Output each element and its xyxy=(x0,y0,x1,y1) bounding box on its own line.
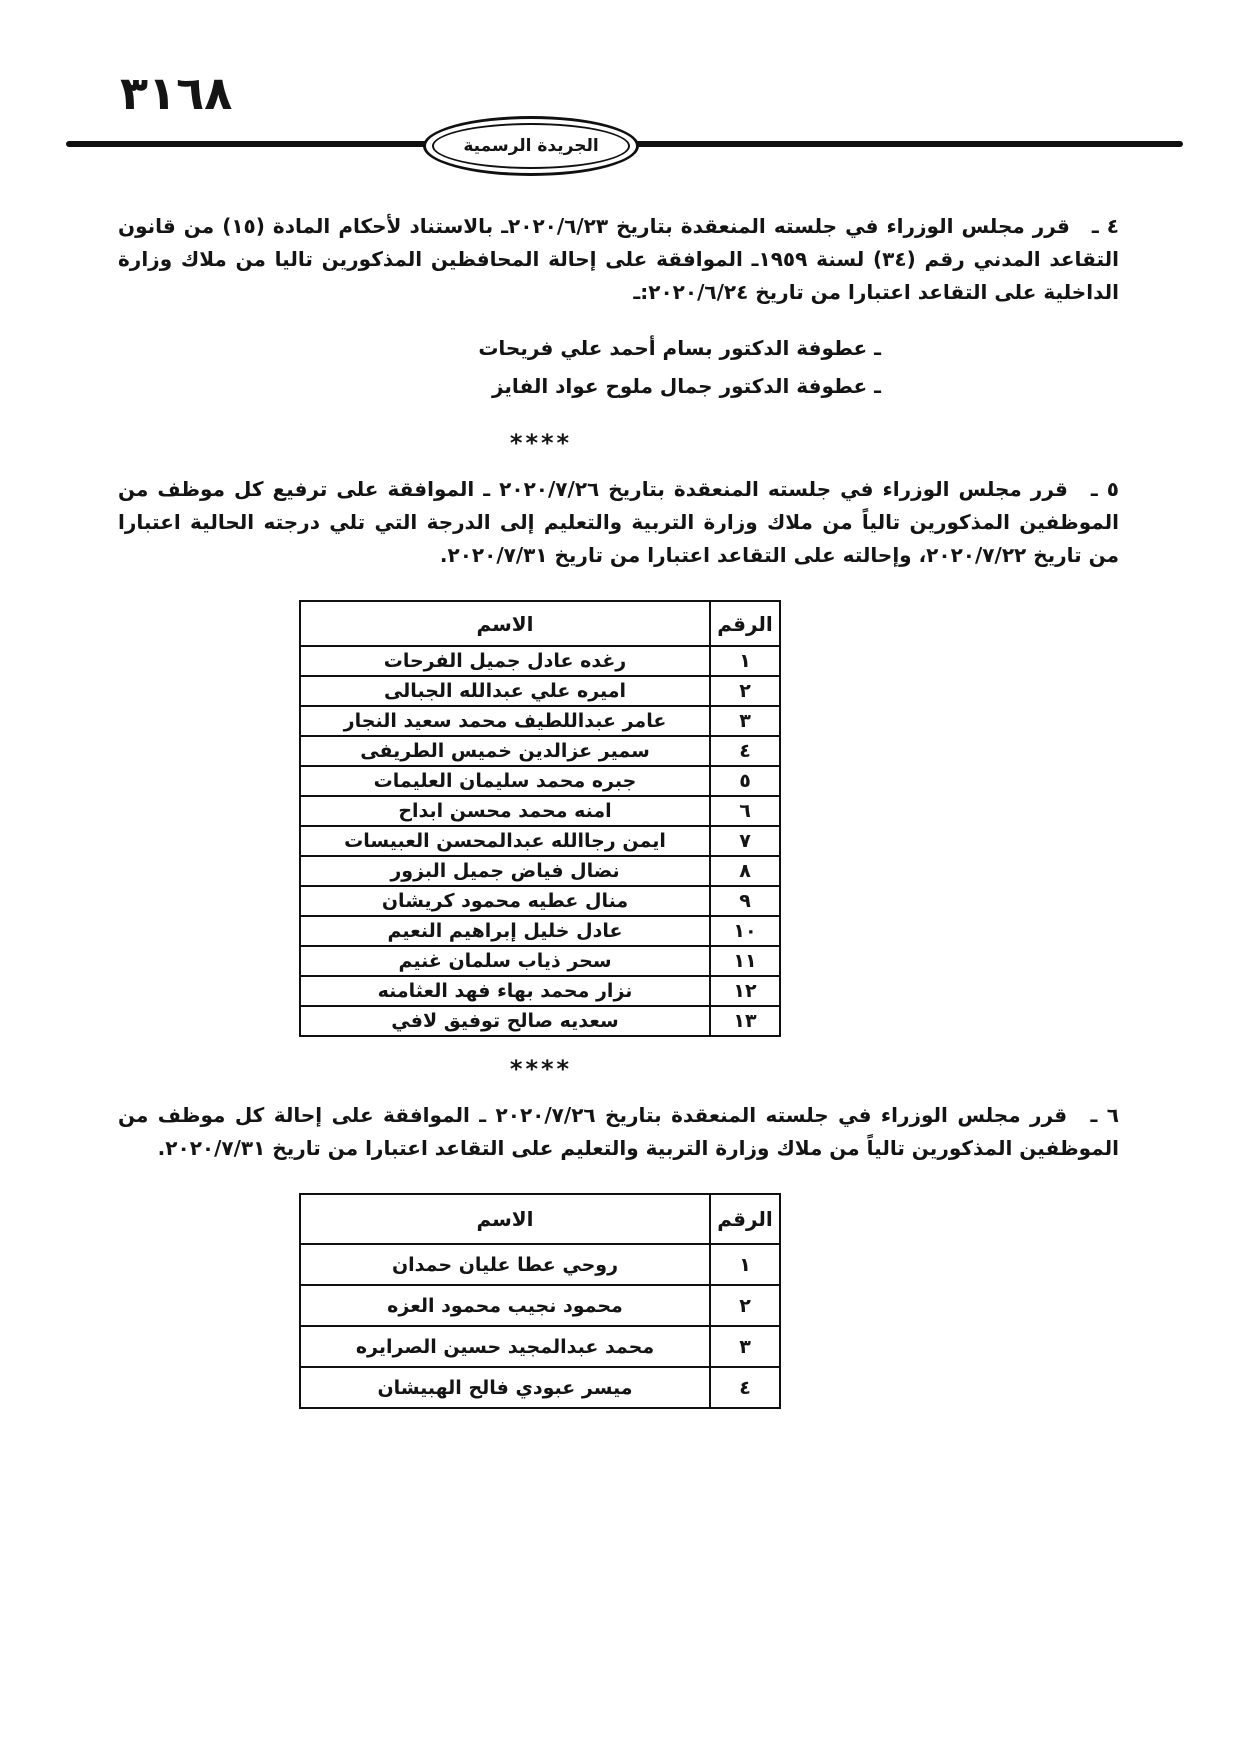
row-number-cell: ٣ xyxy=(710,706,780,736)
row-name-cell: عامر عبداللطيف محمد سعيد النجار xyxy=(300,706,710,736)
table-header xyxy=(300,601,780,646)
row-number-cell: ٢ xyxy=(710,1285,780,1326)
row-name-cell: اميره علي عبدالله الجبالى xyxy=(300,676,710,706)
row-number-cell: ١٠ xyxy=(710,916,780,946)
decision-4-marker: ٤ ـ xyxy=(1091,214,1119,238)
table-row xyxy=(300,886,780,916)
promotion-retirement-table xyxy=(299,600,781,1037)
row-name-cell: سعديه صالح توفيق لافي xyxy=(300,1006,710,1036)
table-header xyxy=(300,1194,780,1244)
row-name-cell: نزار محمد بهاء فهد العثامنه xyxy=(300,976,710,1006)
content xyxy=(0,190,1241,1409)
row-number-cell: ١ xyxy=(710,646,780,676)
table-row xyxy=(300,676,780,706)
asterisk-separator: **** xyxy=(509,1055,573,1083)
table-row xyxy=(300,946,780,976)
table-header-row xyxy=(300,1194,780,1244)
decision-5-paragraph xyxy=(118,473,1119,572)
table-row xyxy=(300,916,780,946)
decision-5-marker: ٥ ـ xyxy=(1090,477,1119,501)
retirement-table xyxy=(299,1193,781,1409)
row-number-cell: ٧ xyxy=(710,826,780,856)
table-row xyxy=(300,736,780,766)
row-name-cell: ايمن رجاالله عبدالمحسن العبيسات xyxy=(300,826,710,856)
retired-governors-list xyxy=(118,309,1119,405)
table-row xyxy=(300,646,780,676)
row-name-cell: عادل خليل إبراهيم النعيم xyxy=(300,916,710,946)
decision-4-paragraph xyxy=(118,210,1119,309)
row-number-cell: ١٣ xyxy=(710,1006,780,1036)
row-number-cell: ٤ xyxy=(710,736,780,766)
table-row xyxy=(300,1367,780,1408)
row-number-cell: ١ xyxy=(710,1244,780,1285)
gazette-title: الجريدة الرسمية xyxy=(463,136,599,156)
table-row xyxy=(300,976,780,1006)
row-number-cell: ٣ xyxy=(710,1326,780,1367)
page-header xyxy=(0,0,1241,190)
decision-5-text: قرر مجلس الوزراء في جلسته المنعقدة بتاريخ ٢٠٢٠/٧/٢٦ ـ الموافقة على ترفيع كل موظف من الموظفين المذكورين تالياً من ملاك وزارة التربية والتعليم إلى الدرجة التي تلي درجته الحالية اعتبارا من تاريخ ٢٠٢٠/٧/٢٢، وإحالته على التقاعد اعتبارا من تاريخ ٢٠٢٠/٧/٣١. xyxy=(118,477,1119,567)
table-row xyxy=(300,1006,780,1036)
name-column-header: الاسم xyxy=(300,1194,710,1244)
decision-6-text: قرر مجلس الوزراء في جلسته المنعقدة بتاريخ ٢٠٢٠/٧/٢٦ ـ الموافقة على إحالة كل موظف من الموظفين المذكورين تالياً من ملاك وزارة التربية والتعليم على التقاعد اعتبارا من تاريخ ٢٠٢٠/٧/٣١. xyxy=(118,1103,1119,1160)
row-number-cell: ١١ xyxy=(710,946,780,976)
row-name-cell: منال عطيه محمود كريشان xyxy=(300,886,710,916)
row-number-cell: ٥ xyxy=(710,766,780,796)
page-number: ٣١٦٨ xyxy=(120,66,233,120)
row-name-cell: نضال فياض جميل البزور xyxy=(300,856,710,886)
table-row xyxy=(300,1244,780,1285)
row-number-cell: ٨ xyxy=(710,856,780,886)
table-row xyxy=(300,766,780,796)
row-name-cell: محمود نجيب محمود العزه xyxy=(300,1285,710,1326)
table-row xyxy=(300,826,780,856)
row-number-cell: ٦ xyxy=(710,796,780,826)
asterisk-separator: **** xyxy=(509,429,573,457)
row-name-cell: سحر ذياب سلمان غنيم xyxy=(300,946,710,976)
table-row xyxy=(300,1326,780,1367)
row-name-cell: جبره محمد سليمان العليمات xyxy=(300,766,710,796)
row-name-cell: محمد عبدالمجيد حسين الصرايره xyxy=(300,1326,710,1367)
row-name-cell: سمير عزالدين خميس الطريفى xyxy=(300,736,710,766)
gazette-title-ellipse xyxy=(423,116,639,176)
row-number-cell: ١٢ xyxy=(710,976,780,1006)
decision-6-marker: ٦ ـ xyxy=(1090,1103,1119,1127)
row-name-cell: روحي عطا عليان حمدان xyxy=(300,1244,710,1285)
retired-governor-name: ـ عطوفة الدكتور بسام أحمد علي فريحات xyxy=(478,336,881,360)
name-column-header: الاسم xyxy=(300,601,710,646)
decision-6-paragraph xyxy=(118,1099,1119,1165)
gazette-title-inner-ellipse xyxy=(432,123,630,169)
number-column-header: الرقم xyxy=(710,1194,780,1244)
table-row xyxy=(300,796,780,826)
row-number-cell: ٩ xyxy=(710,886,780,916)
row-name-cell: امنه محمد محسن ابداح xyxy=(300,796,710,826)
row-name-cell: ميسر عبودي فالح الهبيشان xyxy=(300,1367,710,1408)
decision-4-text: قرر مجلس الوزراء في جلسته المنعقدة بتاريخ ٢٠٢٠/٦/٢٣ـ بالاستناد لأحكام المادة (١٥) من قانون التقاعد المدني رقم (٣٤) لسنة ١٩٥٩ـ الموافقة على إحالة المحافظين المذكورين تاليا من ملاك وزارة الداخلية على التقاعد اعتبارا من تاريخ ٢٠٢٠/٦/٢٤:ـ xyxy=(118,214,1119,304)
row-number-cell: ٤ xyxy=(710,1367,780,1408)
table-row xyxy=(300,856,780,886)
table-row xyxy=(300,706,780,736)
row-name-cell: رغده عادل جميل الفرحات xyxy=(300,646,710,676)
retired-governor-name: ـ عطوفة الدكتور جمال ملوح عواد الفايز xyxy=(491,374,881,398)
row-number-cell: ٢ xyxy=(710,676,780,706)
table-row xyxy=(300,1285,780,1326)
table-header-row xyxy=(300,601,780,646)
number-column-header: الرقم xyxy=(710,601,780,646)
